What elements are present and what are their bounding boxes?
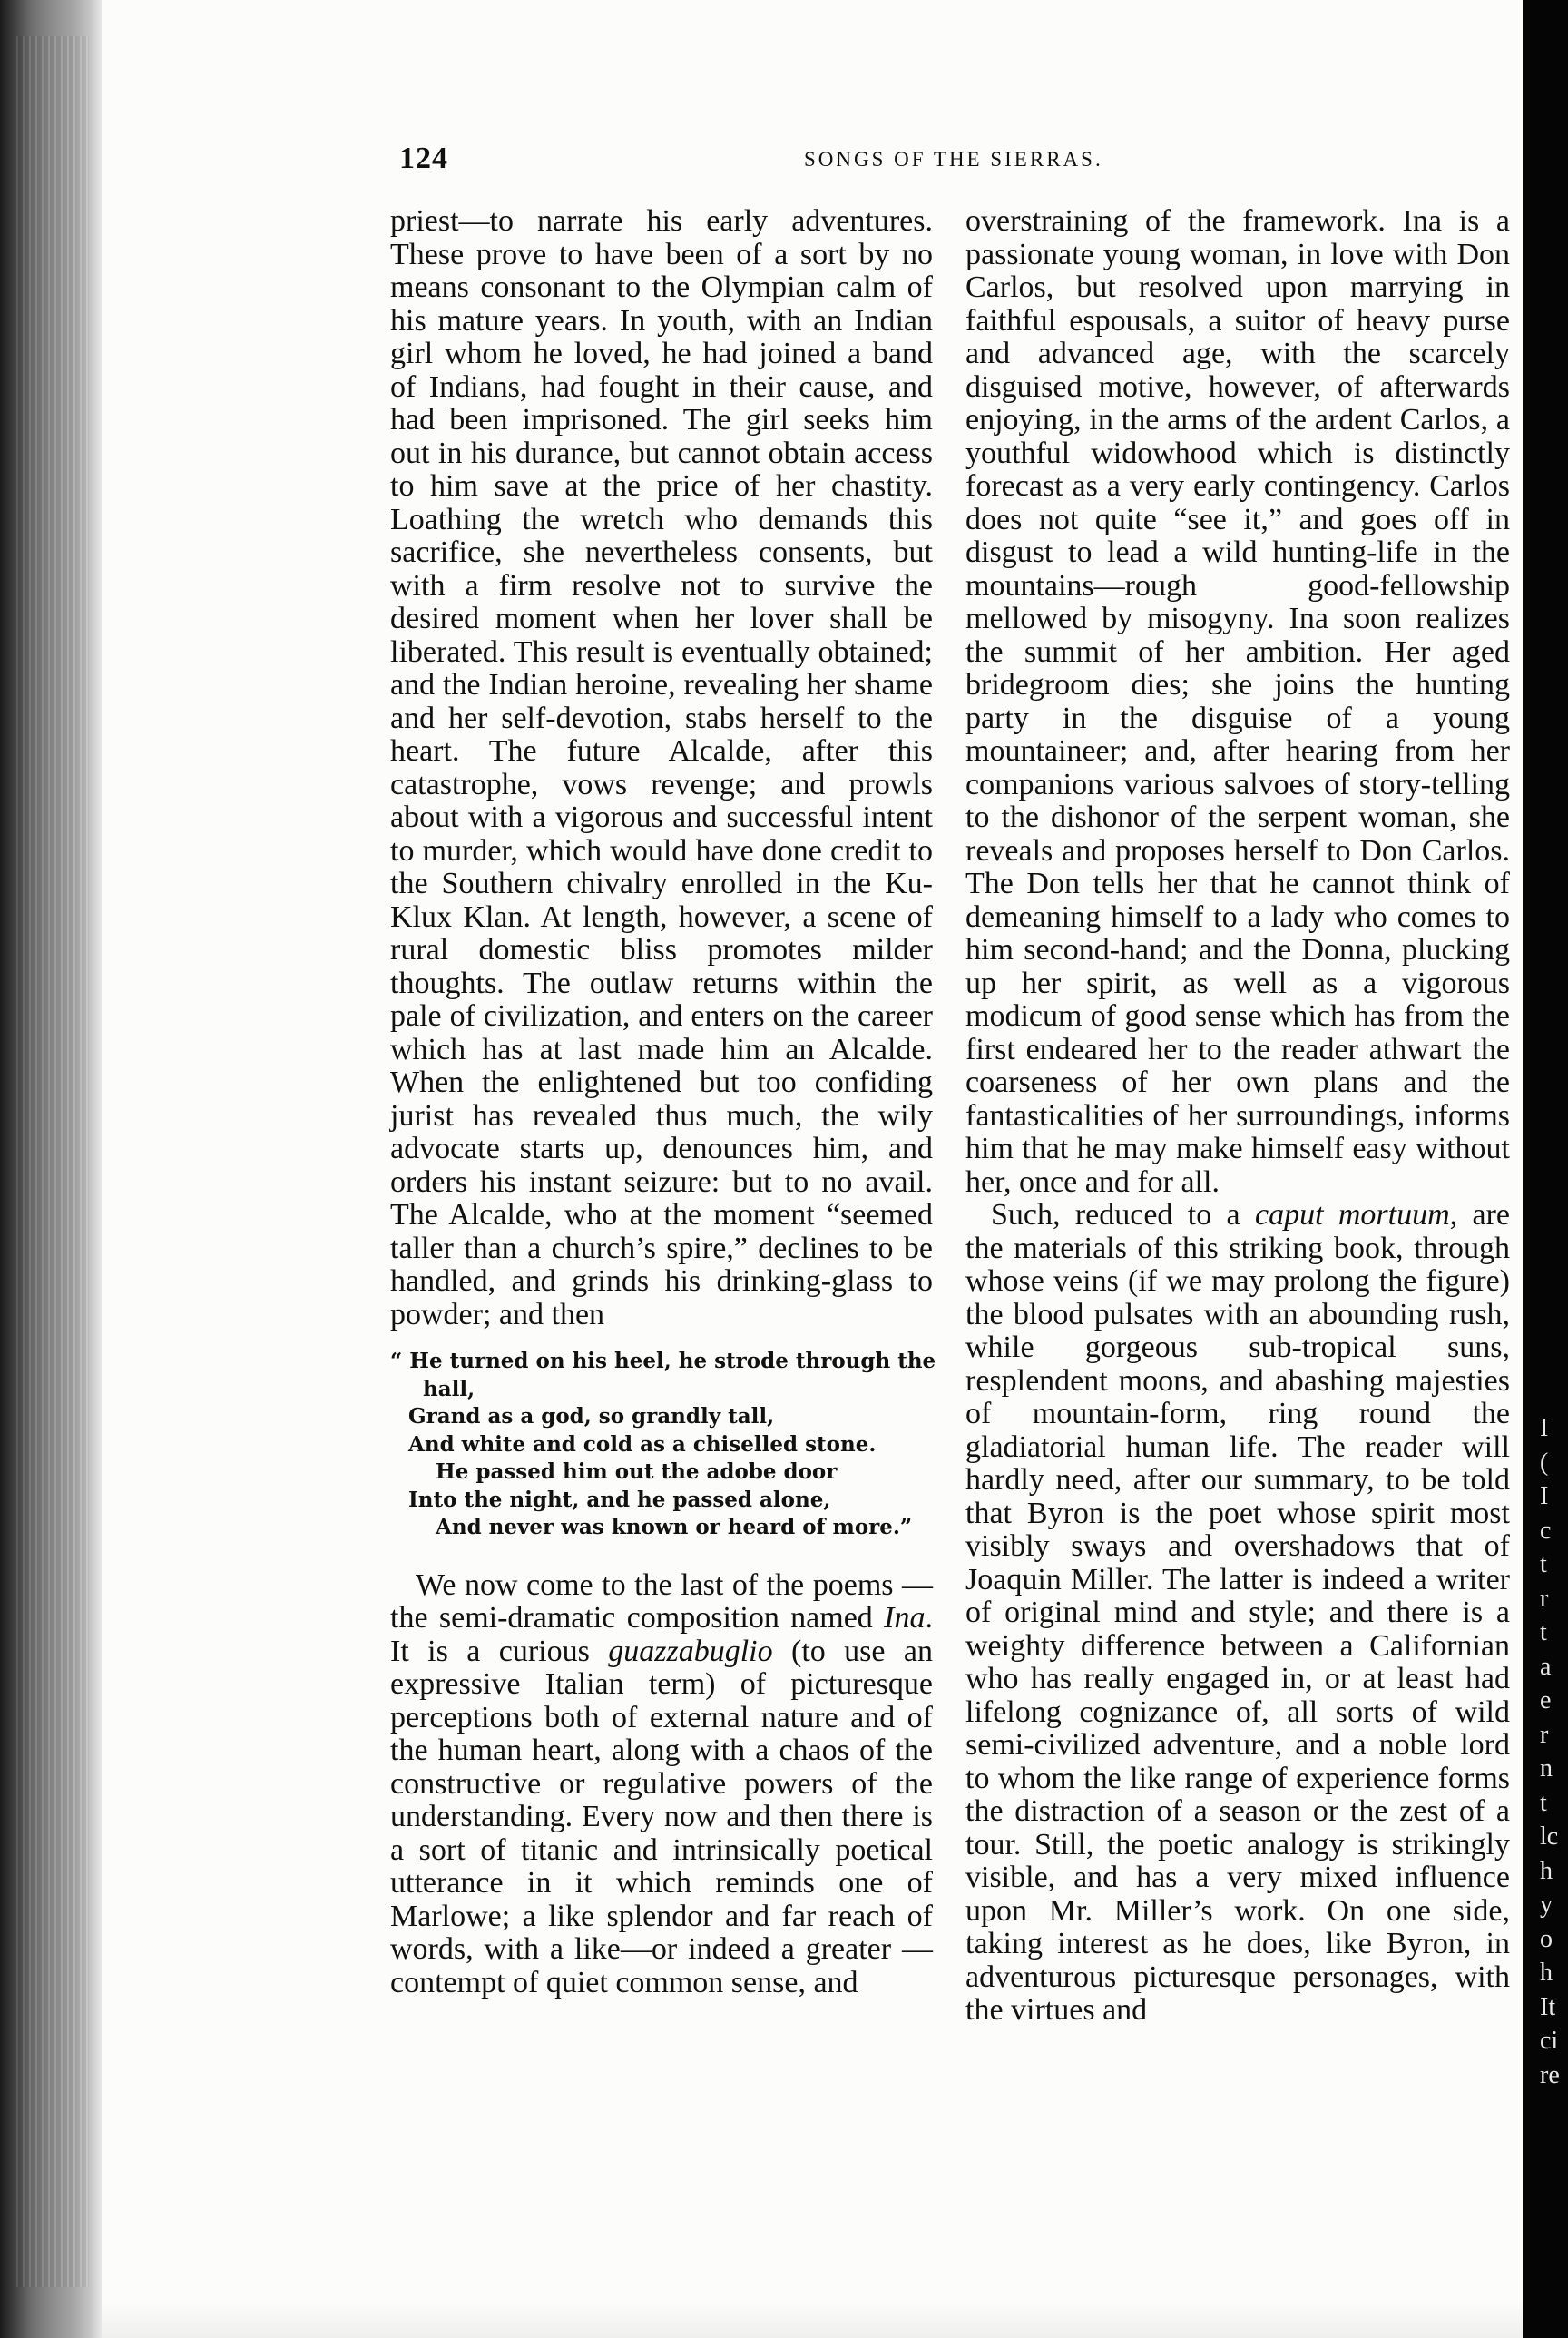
running-head	[399, 142, 1497, 178]
text-run: (to use an expressive Italian term) of picturesque perceptions both of external nature and of the human heart, along with a chaos of the constructive or regulative powers of the understanding. Every now and then there is a sort of titanic and intrinsically poetical utterance in it which reminds one of Marlowe; a like splendor and far reach of words, with a like—or indeed a greater —contempt of quiet common sense, and	[390, 1634, 933, 1999]
text-run: Such, reduced to a	[991, 1198, 1255, 1232]
text-run: , are the materials of this striking book, through whose veins (if we may prolong the figure) the blood pulsates with an abounding rush, while gorgeous sub-tropical suns, resplendent moons, and abashing majesties of mountain-form, ring round the gladiatorial human life. The reader will hardly need, after our summary, to be told that Byron is the poet whose spirit most visibly sways and overshadows that of Joaquin Miller. The latter is indeed a writer of original mind and style; and there is a weighty difference between a Californian who has really engaged in, or at least had lifelong cognizance of, all sorts of wild semi-civilized adventure, and a noble lord to whom the like range of experience forms the distraction of a season or the zest of a tour. Still, the poetic analogy is strikingly visible, and has a very mixed influence upon Mr. Miller’s work. On one side, taking interest as he does, like Byron, in adventurous picturesque personages, with the virtues and	[965, 1198, 1510, 2027]
italic-term-caput-mortuum: caput mortuum	[1254, 1198, 1450, 1232]
paragraph-byron-comparison	[965, 1199, 1510, 2028]
verse-line: He passed him out the adobe door	[436, 1459, 838, 1484]
verse-line: hall,	[423, 1376, 475, 1401]
verse-line: Into the night, and he passed alone,	[408, 1487, 831, 1512]
paragraph-narration: priest—to narrate his early adventures. These prove to have been of a sort by no means consonant to the Olympian calm of his mature years. In youth, with an Indian girl whom he loved, he had joined a band of Indians, had fought in their cause, and had been imprisoned. The girl seeks him out in his durance, but cannot obtain access to him save at the price of her chastity. Loathing the wretch who demands this sacrifice, she nevertheless consents, but with a firm resolve not to survive the desired moment when her lover shall be liberated. This result is eventually obtained; and the Indian heroine, revealing her shame and her self-devotion, stabs herself to the heart. The future Alcalde, after this catastrophe, vows revenge; and prowls about with a vigorous and successful intent to murder, which would have done credit to the Southern chivalry enrolled in the Ku-Klux Klan. At length, however, a scene of rural domestic bliss promotes milder thoughts. The outlaw returns within the pale of civilization, and enters on the career which has at last made him an Alcalde. When the enlightened but too confiding jurist has revealed thus much, the wily advocate starts up, denounces him, and orders his instant seizure: but to no avail. The Alcalde, who at the moment “seemed taller than a church’s spire,” declines to be handled, and grinds his drinking-glass to powder; and then	[390, 204, 933, 1331]
next-page-bleed-through: I ( I c t r t a e r n t lc h y o h It ci re	[1540, 1414, 1560, 2089]
italic-term-guazzabuglio: guazzabuglio	[608, 1634, 773, 1668]
text-run: We now come to the last of the poems —the semi-dramatic composition named	[390, 1567, 933, 1635]
text-run: . It is a curious	[390, 1601, 933, 1668]
left-column	[390, 204, 936, 1999]
paragraph-ina-plot: overstraining of the framework. Ina is a passionate young woman, in love with Don Carlos, but resolved upon marrying in faithful espousals, a suitor of heavy purse and advanced age, with the scarcely disguised motive, however, of afterwards enjoying, in the arms of the ardent Carlos, a youthful widowhood which is distinctly forecast as a very early contingency. Carlos does not quite “see it,” and goes off in disgust to lead a wild hunting-life in the mountains—rough good-fellowship mellowed by misogyny. Ina soon realizes the summit of her ambition. Her aged bridegroom dies; she joins the hunting party in the disguise of a young mountaineer; and, after hearing from her companions various salvoes of story-telling to the dishonor of the serpent woman, she reveals and proposes herself to Don Carlos. The Don tells her that he cannot think of demeaning himself to a lady who comes to him second-hand; and the Donna, plucking up her spirit, as well as a vigorous modicum of good sense which has from the first endeared her to the reader athwart the coarseness of her own plans and the fantasticalities of her surroundings, informs him that he may make himself easy without her, once and for all.	[965, 204, 1510, 1199]
italic-title-ina: Ina	[884, 1601, 926, 1635]
verse-line: And never was known or heard of more.”	[436, 1515, 913, 1539]
page-bottom-shade	[102, 2302, 1523, 2338]
binding-texture	[16, 36, 89, 2287]
verse-line: And white and cold as a chiselled stone.	[408, 1431, 877, 1457]
verse-line: Grand as a god, so grandly tall,	[408, 1404, 775, 1429]
paragraph-ina-intro	[390, 1569, 933, 2000]
page-number: 124	[399, 142, 448, 175]
book-binding-gutter	[0, 0, 102, 2338]
verse-line: “ He turned on his heel, he strode through the	[390, 1349, 936, 1373]
running-title: SONGS OF THE SIERRAS.	[804, 148, 1103, 171]
verse-quotation	[390, 1348, 936, 1542]
right-column	[965, 205, 1510, 2028]
